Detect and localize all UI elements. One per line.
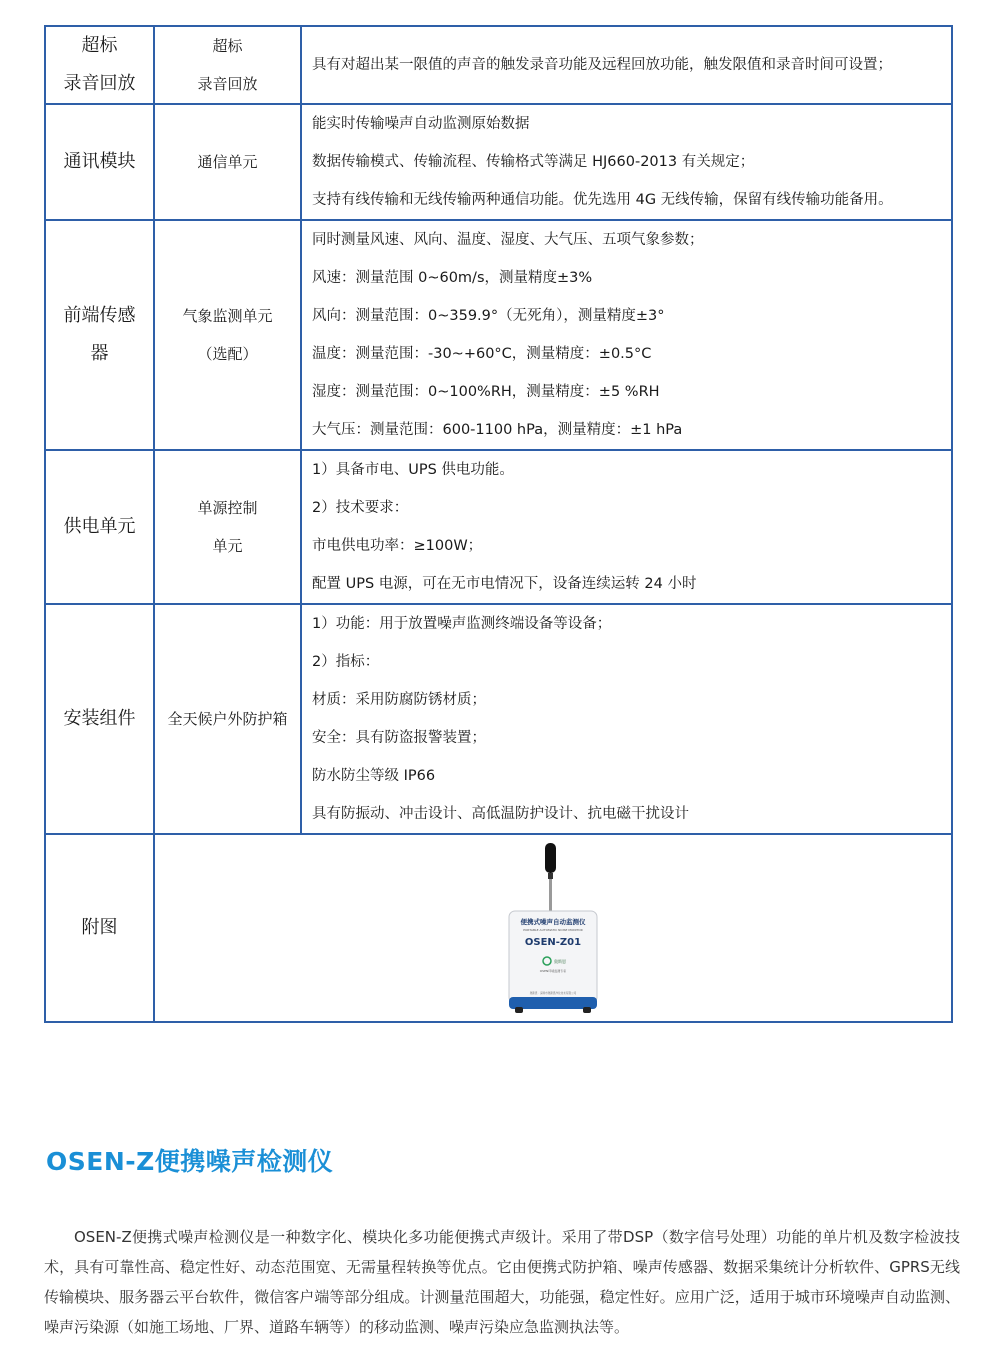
row-category: 安装组件: [45, 604, 154, 834]
row-unit: 单源控制 单元: [154, 450, 301, 604]
row-category: 供电单元: [45, 450, 154, 604]
spec-row-figure: [45, 834, 952, 1022]
microphone-pole: [549, 879, 552, 913]
row-unit: 通信单元: [154, 104, 301, 220]
spec-row-alarm-recording: [45, 26, 952, 104]
product-description: OSEN-Z便携式噪声检测仪是一种数字化、模块化多功能便携式声级计。采用了带DSP（数字信号处理）功能的单片机及数字检波技术，具有可靠性高、稳定性好、动态范围宽、无需量程转换等优点。它由便携式防护箱、噪声传感器、数据采集统计分析软件、GPRS无线传输模块、服务器云平台软件，微信客户端等部分组成。计测量范围超大，功能强，稳定性好。应用广泛，适用于城市环境噪声自动监测、噪声污染源（如施工场地、厂界、道路车辆等）的移动监测、噪声污染应急监测执法等。: [44, 1228, 960, 1336]
row-category: 前端传感 器: [45, 220, 154, 450]
row-details: 1）具备市电、UPS 供电功能。 2）技术要求： 市电供电功率：≥100W； 配置 UPS 电源，可在无市电情况下，设备连续运转 24 小时: [301, 450, 952, 604]
microphone-icon: [545, 843, 556, 873]
row-category: 超标 录音回放: [45, 26, 154, 104]
row-details: 1）功能：用于放置噪声监测终端设备等设备； 2）指标： 材质：采用防腐防锈材质； 安全：具有防盗报警装置； 防水防尘等级 IP66 具有防振动、冲击设计、高低温防护设计、抗电磁干扰设计: [301, 604, 952, 834]
row-details: 能实时传输噪声自动监测原始数据 数据传输模式、传输流程、传输格式等满足 HJ660-2013 有关规定； 支持有线传输和无线传输两种通信功能。优先选用 4G 无线传输，保留有线传输功能备用。: [301, 104, 952, 220]
spec-row-communication: [45, 104, 952, 220]
noise-monitor-device-image: [503, 839, 603, 1017]
row-unit: 超标 录音回放: [154, 26, 301, 104]
row-unit: 全天候户外防护箱: [154, 604, 301, 834]
row-category: 通讯模块: [45, 104, 154, 220]
device-panel-title: 便携式噪声自动监测仪: [520, 918, 586, 926]
row-details: 具有对超出某一限值的声音的触发录音功能及远程回放功能，触发限值和录音时间可设置；: [301, 26, 952, 104]
product-section-title: OSEN-Z便携噪声检测仪: [46, 1147, 334, 1176]
device-footer-text: 奥斯恩 · 深圳市奥斯恩净化技术有限公司: [529, 992, 577, 995]
figure-cell: [154, 834, 952, 1022]
device-panel-subtitle: PORTABLE AUTOMATIC NOISE MONITOR: [523, 928, 583, 932]
row-details: 同时测量风速、风向、温度、湿度、大气压、五项气象参数； 风速：测量范围 0~60m/s，测量精度±3% 风向：测量范围：0~359.9°（无死角），测量精度±3° 温度：测量范围：-30~+60°C，测量精度：±0.5°C 湿度：测量范围：0~100%RH，测量精度：±5 %RH 大气压：测量范围：600-1100 hPa，测量精度：±1 hPa: [301, 220, 952, 450]
spec-table: [44, 25, 953, 1023]
device-model: OSEN-Z01: [524, 937, 582, 948]
device-brand-sub: OSEN环境监测专家: [539, 969, 567, 973]
row-category: 附图: [45, 834, 154, 1022]
device-brand: 奥斯恩: [554, 959, 566, 964]
spec-row-sensor: [45, 220, 952, 450]
spec-row-installation: [45, 604, 952, 834]
spec-row-power: [45, 450, 952, 604]
row-unit: 气象监测单元 （选配）: [154, 220, 301, 450]
